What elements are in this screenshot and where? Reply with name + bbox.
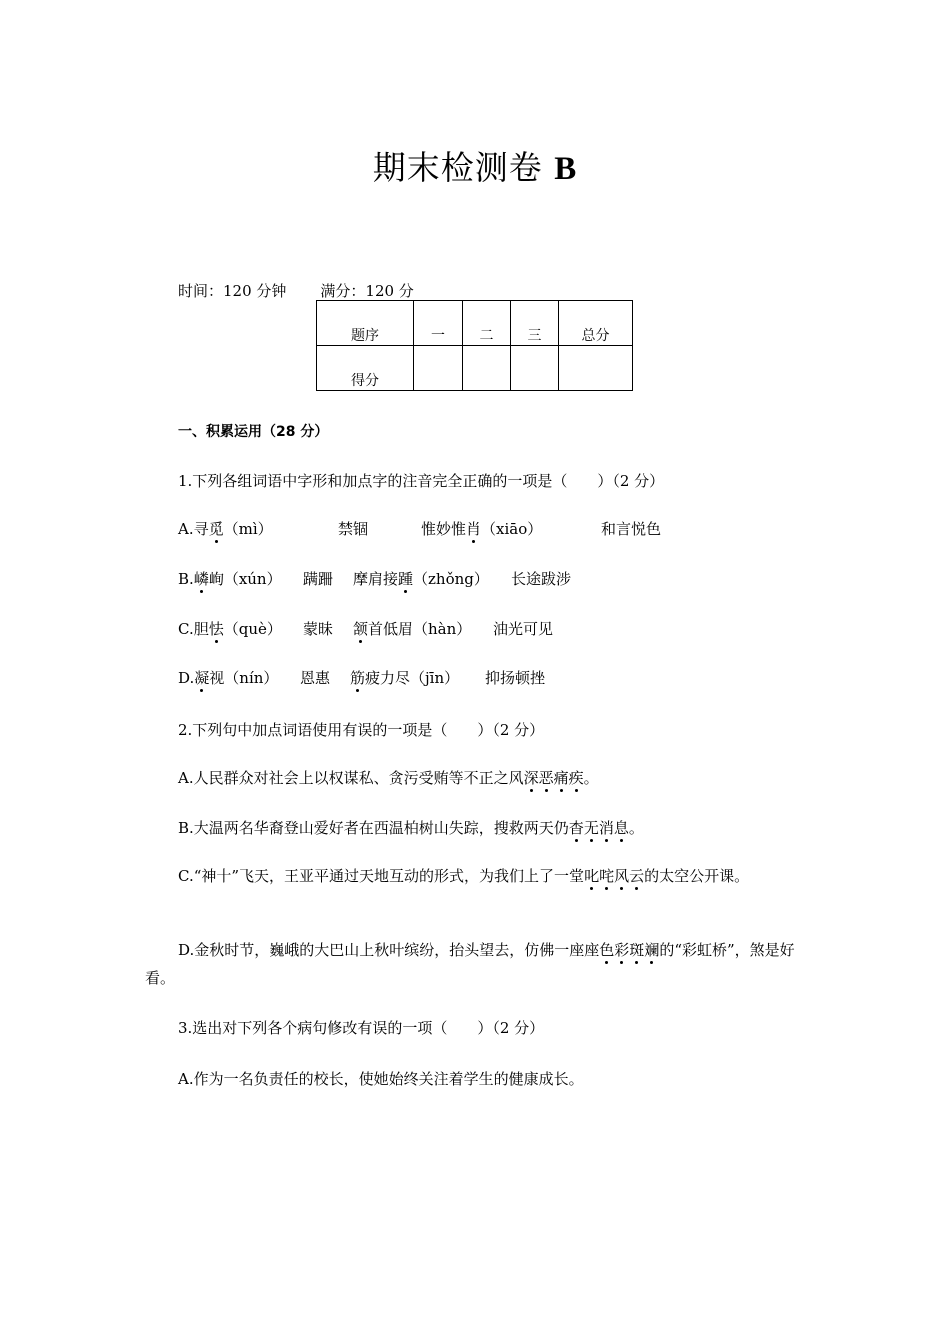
score-cell: 二: [463, 301, 511, 346]
score-cell: 得分: [317, 346, 414, 391]
score-cell-blank: [463, 346, 511, 391]
q1-option-a: A.寻觅（mì） 禁锢 惟妙惟肖（xiāo） 和言悦色: [178, 520, 662, 538]
q3-option-a: A.作为一名负责任的校长，使她始终关注着学生的健康成长。: [178, 1070, 584, 1088]
score-table-score-row: [317, 346, 633, 391]
q1-option-c: C.胆怯（què） 蒙昧 颔首低眉（hàn） 油光可见: [178, 620, 554, 638]
score-cell: 总分: [559, 301, 633, 346]
score-cell-blank: [559, 346, 633, 391]
section-heading: 一、积累运用（28 分）: [178, 424, 329, 440]
score-table-header-row: [317, 301, 633, 346]
question-3-stem: 3.选出对下列各个病句修改有误的一项（ ）（2 分）: [178, 1019, 545, 1037]
q2-option-d: D.金秋时节，巍峨的大巴山上秋叶缤纷，抬头望去，仿佛一座座色彩斑斓的“彩虹桥”，煞是好看。: [145, 941, 795, 987]
score-cell: 一: [414, 301, 463, 346]
score-cell: 题序: [317, 301, 414, 346]
score-cell-blank: [414, 346, 463, 391]
q2-option-a: A.人民群众对社会上以权谋私、贪污受贿等不正之风深恶痛疾。: [178, 769, 599, 787]
exam-full-score: 满分：120 分: [320, 282, 414, 300]
q2-option-b: B.大温两名华裔登山爱好者在西温柏树山失踪，搜救两天仍杳无消息。: [178, 819, 644, 837]
question-2-stem: 2.下列句中加点词语使用有误的一项是（ ）（2 分）: [178, 721, 545, 739]
q1-option-d: D.凝视（nín） 恩惠 筋疲力尽（jīn） 抑扬顿挫: [178, 669, 546, 687]
title-text: 期末检测卷: [372, 148, 543, 187]
q2-option-c: C.“神十”飞天，王亚平通过天地互动的形式，为我们上了一堂叱咤风云的太空公开课。: [178, 867, 750, 885]
question-1-stem: 1.下列各组词语中字形和加点字的注音完全正确的一项是（ ）（2 分）: [178, 472, 665, 490]
page-title: [0, 142, 950, 189]
exam-time: 时间：120 分钟: [178, 282, 287, 300]
score-cell-blank: [511, 346, 559, 391]
title-letter: B: [554, 151, 578, 187]
score-table: [316, 300, 633, 391]
score-cell: 三: [511, 301, 559, 346]
q1-option-b: B.嶙峋（xún） 蹒跚 摩肩接踵（zhǒng） 长途跋涉: [178, 570, 572, 588]
exam-meta: [178, 280, 414, 301]
